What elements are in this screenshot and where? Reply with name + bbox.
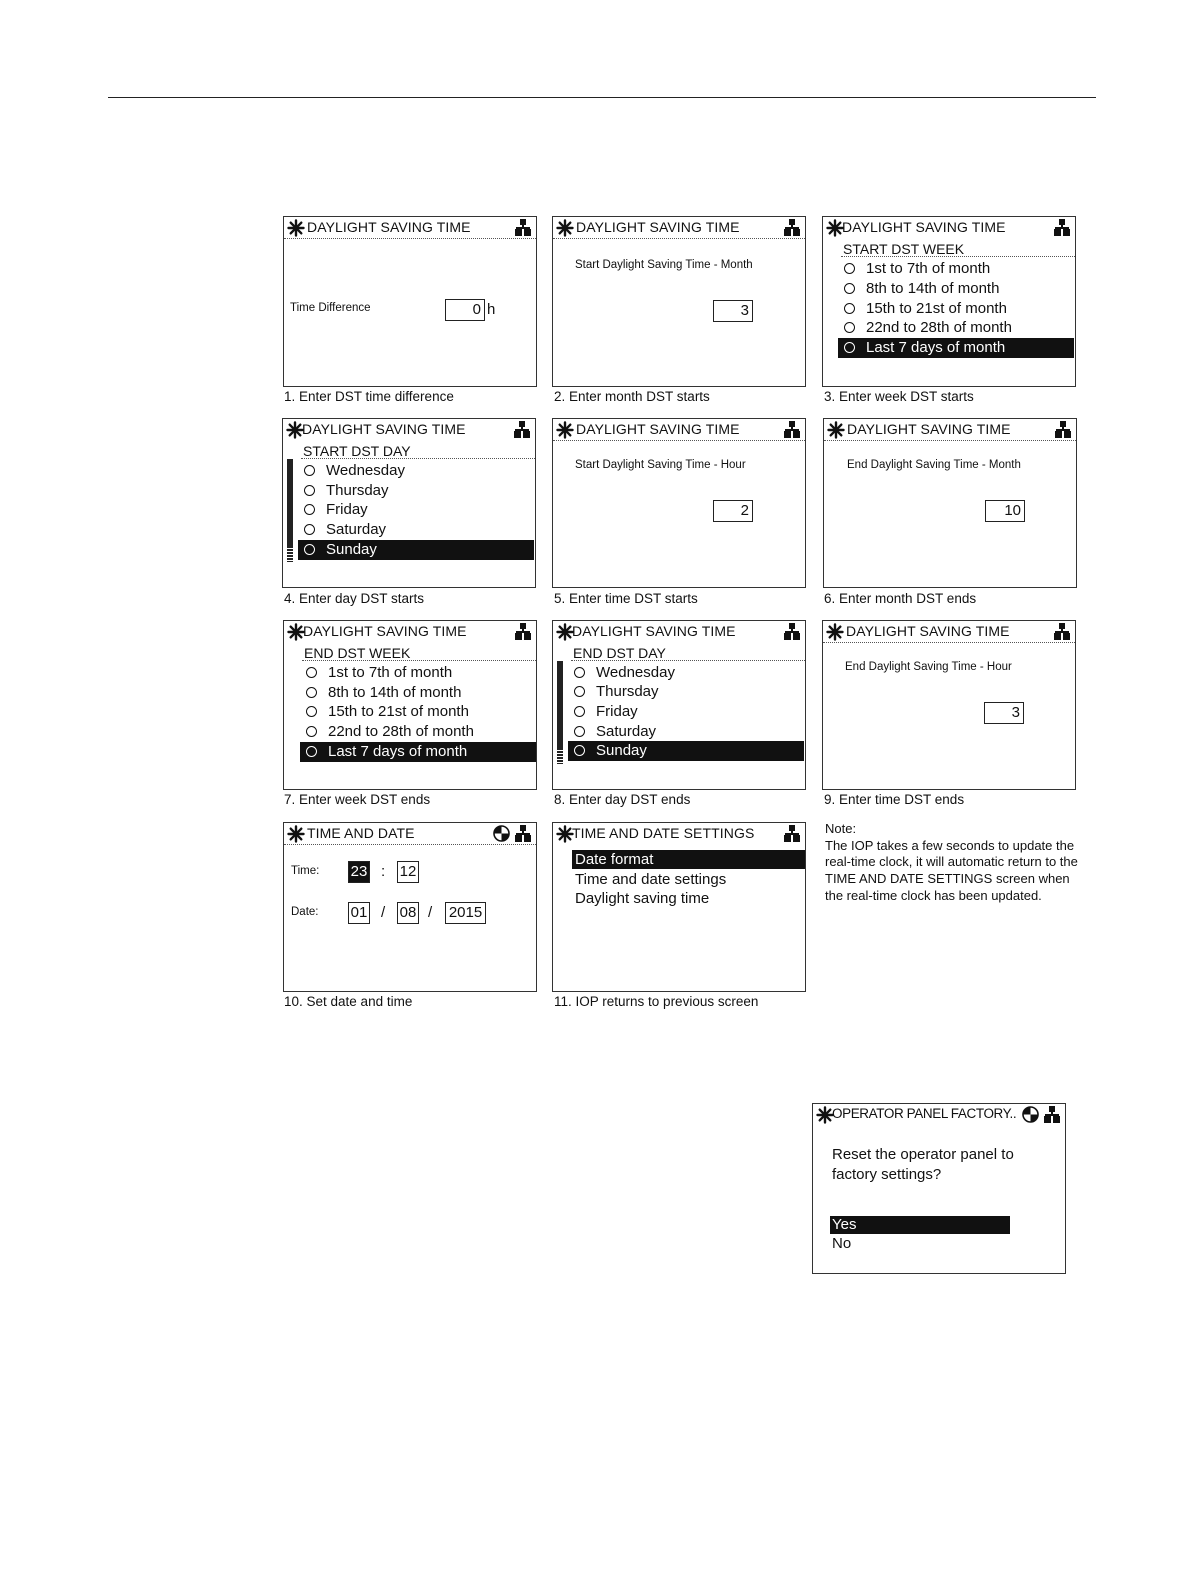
radio-icon xyxy=(844,283,855,294)
radio-icon xyxy=(304,504,315,515)
unit-label: h xyxy=(487,301,496,318)
list-option[interactable]: Saturday xyxy=(298,520,534,540)
value-input[interactable]: 0 xyxy=(445,299,485,321)
screen-header xyxy=(823,621,1075,643)
star-icon xyxy=(556,421,574,444)
radio-icon xyxy=(844,263,855,274)
network-icon xyxy=(1044,1106,1060,1128)
screen-title: TIME AND DATE SETTINGS xyxy=(572,825,755,841)
radio-icon xyxy=(304,544,315,555)
list-option-selected[interactable]: Sunday xyxy=(568,741,804,761)
radio-icon xyxy=(306,706,317,717)
note-block xyxy=(825,821,1085,905)
screen-time-and-date-settings xyxy=(552,822,806,992)
value-input[interactable]: 3 xyxy=(713,300,753,322)
list-option[interactable]: Wednesday xyxy=(568,663,804,683)
star-icon xyxy=(826,623,844,646)
network-icon xyxy=(515,623,531,645)
screen-caption: 4. Enter day DST starts xyxy=(284,591,425,606)
note-text: The IOP takes a few seconds to update the real-time clock, it will automatic return to the TIME AND DATE SETTINGS screen when the real-time clock has been updated. xyxy=(825,837,1078,903)
radio-icon xyxy=(574,686,585,697)
screen-title: OPERATOR PANEL FACTORY.. xyxy=(832,1106,1017,1121)
page-top-rule xyxy=(108,97,1096,98)
list-option-selected[interactable]: Last 7 days of month xyxy=(300,742,536,762)
day-input[interactable]: 01 xyxy=(348,902,370,924)
list-option[interactable]: 22nd to 28th of month xyxy=(300,722,536,742)
screen-caption: 1. Enter DST time difference xyxy=(284,389,454,404)
screen-header xyxy=(813,1104,1065,1125)
list-option[interactable]: Friday xyxy=(298,500,534,520)
list-option-selected[interactable]: Sunday xyxy=(298,540,534,560)
list-option[interactable]: 15th to 21st of month xyxy=(838,299,1074,319)
network-icon xyxy=(515,825,531,847)
screen-dst-end-month xyxy=(823,418,1077,588)
list-option-selected[interactable]: Last 7 days of month xyxy=(838,338,1074,358)
option-no[interactable]: No xyxy=(832,1235,852,1252)
subheader-divider xyxy=(301,458,535,459)
screen-dst-end-hour xyxy=(822,620,1076,790)
network-icon xyxy=(784,421,800,443)
list-option[interactable]: 22nd to 28th of month xyxy=(838,318,1074,338)
scrollbar[interactable] xyxy=(287,459,293,562)
screen-title: DAYLIGHT SAVING TIME xyxy=(576,219,740,235)
screen-header xyxy=(283,419,535,440)
screen-title: TIME AND DATE xyxy=(307,825,415,841)
radio-icon xyxy=(574,726,585,737)
month-input[interactable]: 08 xyxy=(397,902,419,924)
list-subheader: START DST WEEK xyxy=(843,241,965,257)
radio-icon xyxy=(304,465,315,476)
screen-dst-end-week xyxy=(283,620,537,790)
screen-caption: 5. Enter time DST starts xyxy=(554,591,698,606)
field-label: End Daylight Saving Time - Hour xyxy=(845,661,1012,673)
value-input[interactable]: 2 xyxy=(713,500,753,522)
clock-icon xyxy=(1022,1106,1039,1128)
radio-icon xyxy=(306,687,317,698)
hour-input[interactable]: 23 xyxy=(348,861,370,883)
screen-caption: 3. Enter week DST starts xyxy=(824,389,974,404)
screen-header xyxy=(824,419,1076,441)
field-label: Start Daylight Saving Time - Hour xyxy=(575,459,746,471)
subheader-divider xyxy=(571,660,805,661)
network-icon xyxy=(1054,219,1070,241)
screen-title: DAYLIGHT SAVING TIME xyxy=(307,219,471,235)
radio-icon xyxy=(574,706,585,717)
screen-caption: 9. Enter time DST ends xyxy=(824,792,965,807)
screen-header xyxy=(553,217,805,239)
note-heading: Note: xyxy=(825,821,857,836)
field-label: Time Difference xyxy=(290,302,371,314)
screen-title: DAYLIGHT SAVING TIME xyxy=(846,623,1010,639)
date-separator: / xyxy=(381,904,386,921)
list-option[interactable]: Friday xyxy=(568,702,804,722)
screen-caption: 7. Enter week DST ends xyxy=(284,792,431,807)
screen-header xyxy=(284,823,536,845)
list-subheader: START DST DAY xyxy=(303,443,411,459)
star-icon xyxy=(827,421,845,444)
screen-caption: 2. Enter month DST starts xyxy=(554,389,710,404)
network-icon xyxy=(514,421,530,443)
radio-icon xyxy=(844,303,855,314)
screen-title: DAYLIGHT SAVING TIME xyxy=(572,623,736,639)
star-icon xyxy=(556,219,574,242)
network-icon xyxy=(515,219,531,241)
screen-dst-start-month xyxy=(552,216,806,387)
reset-question: Reset the operator panel to factory settings? xyxy=(832,1146,1014,1183)
screen-header xyxy=(553,621,805,642)
star-icon xyxy=(287,219,305,242)
menu-item-daylight-saving-time[interactable]: Daylight saving time xyxy=(575,890,710,907)
screen-dst-time-difference xyxy=(283,216,537,387)
network-icon xyxy=(784,825,800,847)
menu-item-date-format[interactable]: Date format xyxy=(572,850,806,869)
screen-header xyxy=(553,823,805,844)
screen-caption: 10. Set date and time xyxy=(284,994,413,1009)
network-icon xyxy=(1055,421,1071,443)
radio-icon xyxy=(844,342,855,353)
screen-caption: 8. Enter day DST ends xyxy=(554,792,691,807)
field-label: End Daylight Saving Time - Month xyxy=(847,459,1021,471)
screen-caption: 6. Enter month DST ends xyxy=(824,591,977,606)
value-input[interactable]: 10 xyxy=(985,500,1025,522)
time-separator: : xyxy=(381,863,386,880)
option-yes[interactable]: Yes xyxy=(830,1216,1010,1234)
network-icon xyxy=(784,623,800,645)
radio-icon xyxy=(304,485,315,496)
scrollbar[interactable] xyxy=(557,661,563,764)
time-label: Time: xyxy=(291,865,320,877)
list-option[interactable]: 8th to 14th of month xyxy=(838,279,1074,299)
screen-operator-panel-factory-reset xyxy=(812,1103,1066,1274)
list-option[interactable]: Thursday xyxy=(298,481,534,501)
list-subheader: END DST WEEK xyxy=(304,645,411,661)
screen-title: DAYLIGHT SAVING TIME xyxy=(842,219,1006,235)
network-icon xyxy=(784,219,800,241)
radio-icon xyxy=(844,322,855,333)
radio-icon xyxy=(306,726,317,737)
date-separator: / xyxy=(428,904,433,921)
menu-item-time-and-date-settings[interactable]: Time and date settings xyxy=(575,871,727,888)
minute-input[interactable]: 12 xyxy=(397,861,419,883)
year-input[interactable]: 2015 xyxy=(445,902,486,924)
radio-icon xyxy=(574,667,585,678)
screen-caption: 11. IOP returns to previous screen xyxy=(554,994,759,1009)
screen-header xyxy=(823,217,1075,238)
list-option[interactable]: 1st to 7th of month xyxy=(300,663,536,683)
list-option[interactable]: Wednesday xyxy=(298,461,534,481)
screen-title: DAYLIGHT SAVING TIME xyxy=(303,623,467,639)
list-option[interactable]: Thursday xyxy=(568,682,804,702)
screen-header xyxy=(284,621,536,642)
subheader-divider xyxy=(841,256,1075,257)
screen-title: DAYLIGHT SAVING TIME xyxy=(302,421,466,437)
list-option[interactable]: 15th to 21st of month xyxy=(300,702,536,722)
screen-header xyxy=(553,419,805,441)
screen-dst-start-hour xyxy=(552,418,806,588)
screen-title: DAYLIGHT SAVING TIME xyxy=(847,421,1011,437)
radio-icon xyxy=(304,524,315,535)
list-option[interactable]: 1st to 7th of month xyxy=(838,259,1074,279)
list-option[interactable]: Saturday xyxy=(568,722,804,742)
list-option[interactable]: 8th to 14th of month xyxy=(300,683,536,703)
network-icon xyxy=(1054,623,1070,645)
field-label: Start Daylight Saving Time - Month xyxy=(575,259,753,271)
screen-dst-start-week xyxy=(822,216,1076,387)
screen-dst-end-day xyxy=(552,620,806,790)
subheader-divider xyxy=(302,660,536,661)
screen-header xyxy=(284,217,536,239)
screen-time-and-date xyxy=(283,822,537,992)
radio-icon xyxy=(306,746,317,757)
radio-icon xyxy=(574,745,585,756)
screen-dst-start-day xyxy=(282,418,536,588)
radio-icon xyxy=(306,667,317,678)
list-subheader: END DST DAY xyxy=(573,645,666,661)
date-label: Date: xyxy=(291,906,319,918)
screen-title: DAYLIGHT SAVING TIME xyxy=(576,421,740,437)
clock-icon xyxy=(493,825,510,847)
star-icon xyxy=(287,825,305,848)
value-input[interactable]: 3 xyxy=(984,702,1024,724)
